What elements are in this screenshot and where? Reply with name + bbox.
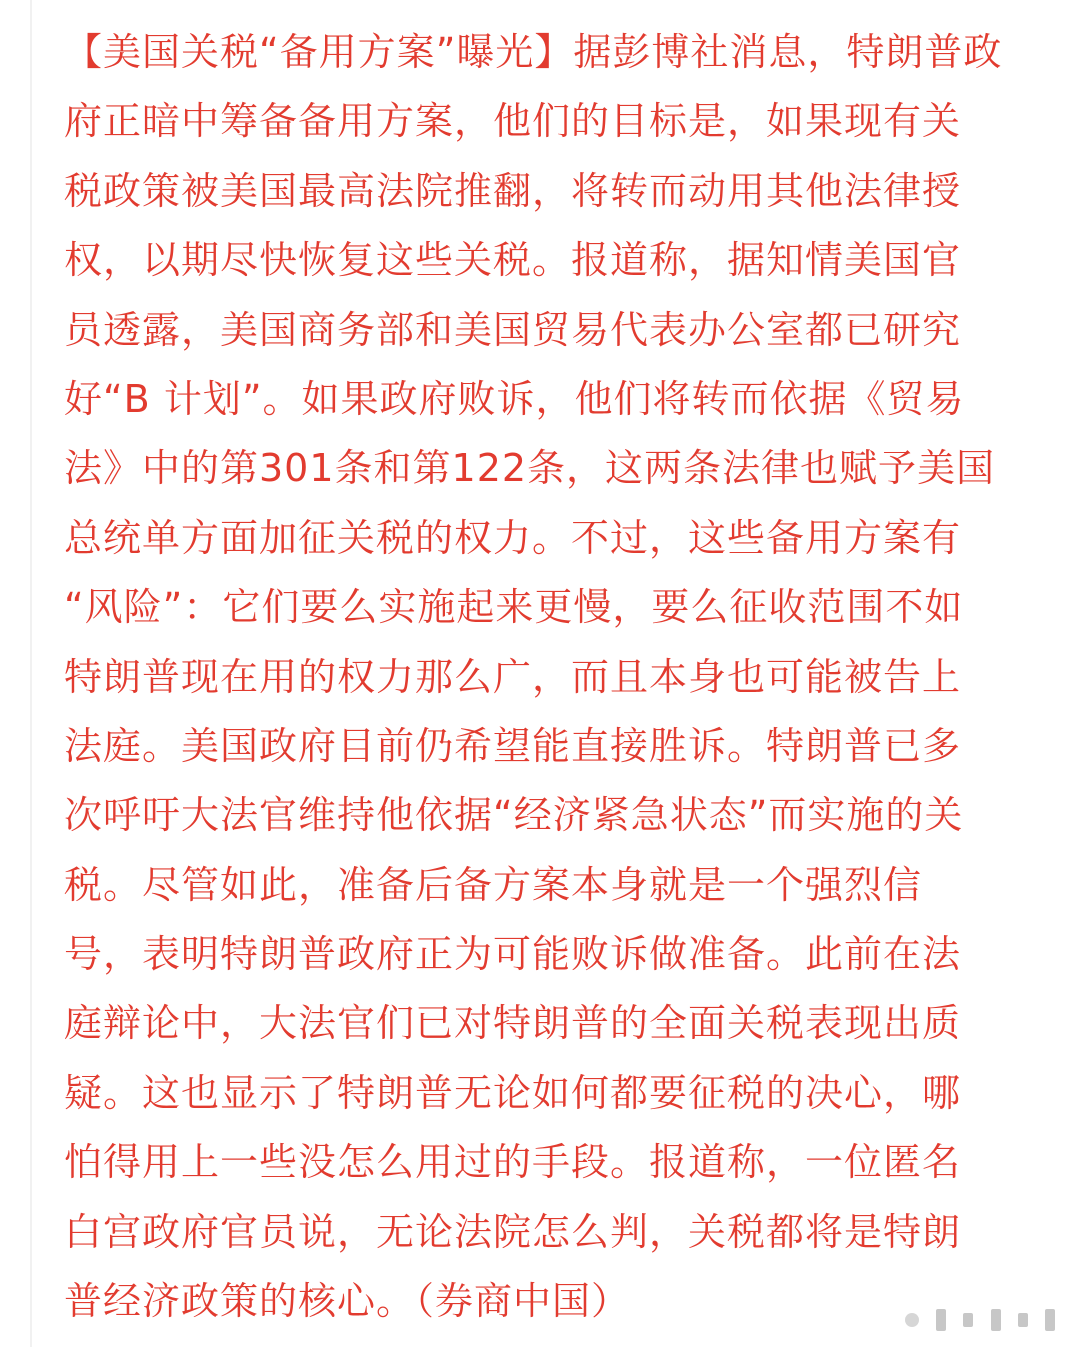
article-line: 怕得用上一些没怎么用过的手段。报道称，一位匿名 <box>64 1140 962 1185</box>
article-line: 员透露，美国商务部和美国贸易代表办公室都已研究 <box>64 307 962 352</box>
article-line: 法庭。美国政府目前仍希望能直接胜诉。特朗普已多 <box>64 723 962 768</box>
article-line: 好“B 计划”。如果政府败诉，他们将转而依据《贸易 <box>64 376 965 421</box>
article-line: 【美国关税“备用方案”曝光】据彭博社消息，特朗普政 <box>64 30 1003 74</box>
article-line: 税。尽管如此，准备后备方案本身就是一个强烈信 <box>64 862 923 907</box>
article-line: “风险”：它们要么实施起来更慢，要么征收范围不如 <box>64 585 964 630</box>
watermark-bar <box>936 1309 946 1331</box>
page-margin-rule <box>30 0 32 1347</box>
watermark-bar <box>963 1313 973 1327</box>
article-line: 普经济政策的核心。（券商中国） <box>64 1279 631 1324</box>
article-line: 府正暗中筹备备用方案，他们的目标是，如果现有关 <box>64 99 962 144</box>
article-line: 号，表明特朗普政府正为可能败诉做准备。此前在法 <box>64 932 962 977</box>
watermark-bar <box>1018 1313 1028 1327</box>
article-line: 特朗普现在用的权力那么广，而且本身也可能被告上 <box>64 654 962 699</box>
article-line: 税政策被美国最高法院推翻，将转而动用其他法律授 <box>64 168 962 213</box>
article-line: 疑。这也显示了特朗普无论如何都要征税的决心，哪 <box>64 1070 962 1115</box>
article-line: 权，以期尽快恢复这些关税。报道称，据知情美国官 <box>64 238 962 283</box>
app-watermark-icon <box>905 1302 1055 1338</box>
article-line: 庭辩论中，大法官们已对特朗普的全面关税表现出质 <box>64 1001 962 1046</box>
article-line: 次呼吁大法官维持他依据“经济紧急状态”而实施的关 <box>64 793 964 838</box>
article-line: 白宫政府官员说，无论法院怎么判，关税都将是特朗 <box>64 1209 962 1254</box>
article-line: 法》中的第301条和第122条，这两条法律也赋予美国 <box>64 446 996 491</box>
article-line: 总统单方面加征关税的权力。不过，这些备用方案有 <box>64 515 962 560</box>
watermark-bar <box>1045 1309 1055 1331</box>
watermark-dot <box>905 1313 919 1327</box>
watermark-bar <box>991 1309 1001 1331</box>
article-body <box>64 18 1054 1336</box>
